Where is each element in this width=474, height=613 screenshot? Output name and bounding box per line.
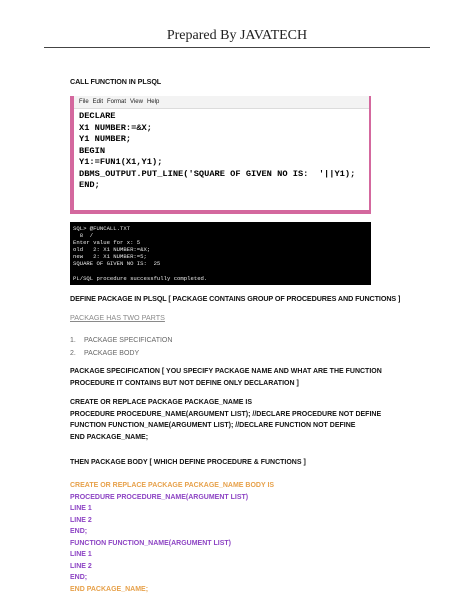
header-divider (44, 47, 430, 48)
menu-format[interactable]: Format (107, 99, 127, 105)
console-line: new 2: X1 NUMBER:=5; (73, 253, 147, 261)
list-item: 2. PACKAGE BODY (70, 350, 140, 357)
console-line (73, 268, 371, 275)
section-heading-define-package: DEFINE PACKAGE IN PLSQL [ PACKAGE CONTAINS GROUP OF PROCEDURES AND FUNCTIONS ] (70, 294, 401, 303)
spec-paragraph: PACKAGE SPECIFICATION [ YOU SPECIFY PACKAGE NAME AND WHAT ARE THE FUNCTION PROCEDURE IT CONTAINS BUT NOT DEFINE ONLY DECLARATION ] (70, 368, 382, 387)
body-code-block: CREATE OR REPLACE PACKAGE PACKAGE_NAME BODY IS PROCEDURE PROCEDURE_NAME(ARGUMENT LIST) LINE 1 LINE 2 END; FUNCTION FUNCTION_NAME(ARGUMENT LIST) LINE 1 LINE 2 END; END PACKAGE_NAME; (70, 480, 274, 595)
console-line: SQL> @FUNCALL.TXT (73, 225, 131, 232)
code-line: BEGIN (79, 145, 106, 156)
body-heading: THEN PACKAGE BODY [ WHICH DEFINE PROCEDURE & FUNCTIONS ] (70, 459, 306, 466)
notepad-menubar (74, 96, 369, 109)
menu-view[interactable]: View (130, 99, 143, 105)
sqlplus-console (70, 222, 371, 285)
page-header-title: Prepared By JAVATECH (166, 28, 308, 43)
console-line: Enter value for x: 5 (73, 239, 141, 247)
notepad-window (70, 96, 371, 214)
console-line: old 2: X1 NUMBER:=&X; (73, 246, 151, 254)
menu-help[interactable]: Help (146, 99, 160, 105)
code-line: END; (79, 180, 100, 190)
package-parts-list (70, 334, 172, 360)
code-line: X1 NUMBER:=&X; (79, 122, 152, 133)
code-line: DBMS_OUTPUT.PUT_LINE('SQUARE OF GIVEN NO IS: '||Y1); (79, 168, 356, 179)
code-line: DECLARE (79, 111, 116, 121)
notepad-code[interactable] (74, 109, 369, 192)
code-line: Y1 NUMBER; (79, 134, 132, 144)
console-line: PL/SQL procedure successfully completed. (73, 274, 208, 282)
menu-edit[interactable]: Edit (92, 99, 104, 105)
section-heading-call-function: CALL FUNCTION IN PLSQL (70, 77, 162, 86)
menu-file[interactable]: File (79, 99, 89, 105)
list-item: 1. PACKAGE SPECIFICATION (70, 337, 173, 344)
package-parts-heading[interactable]: PACKAGE HAS TWO PARTS (70, 313, 165, 322)
body-create-line: CREATE OR REPLACE PACKAGE PACKAGE_NAME BODY IS (70, 482, 275, 489)
console-line: SQUARE OF GIVEN NO IS: 25 (73, 260, 161, 268)
console-line: 8 / (73, 232, 94, 240)
code-line: Y1:=FUN1(X1,Y1); (79, 157, 163, 167)
body-end-line: END PACKAGE_NAME; (70, 585, 149, 593)
spec-code-block: CREATE OR REPLACE PACKAGE PACKAGE_NAME IS PROCEDURE PROCEDURE_NAME(ARGUMENT LIST); //DECLARE PROCEDURE NOT DEFINE FUNCTION FUNCTION_NAME(ARGUMENT LIST); //DECLARE FUNCTION NOT DEFINE END PACKAGE_NAME; (70, 399, 382, 441)
